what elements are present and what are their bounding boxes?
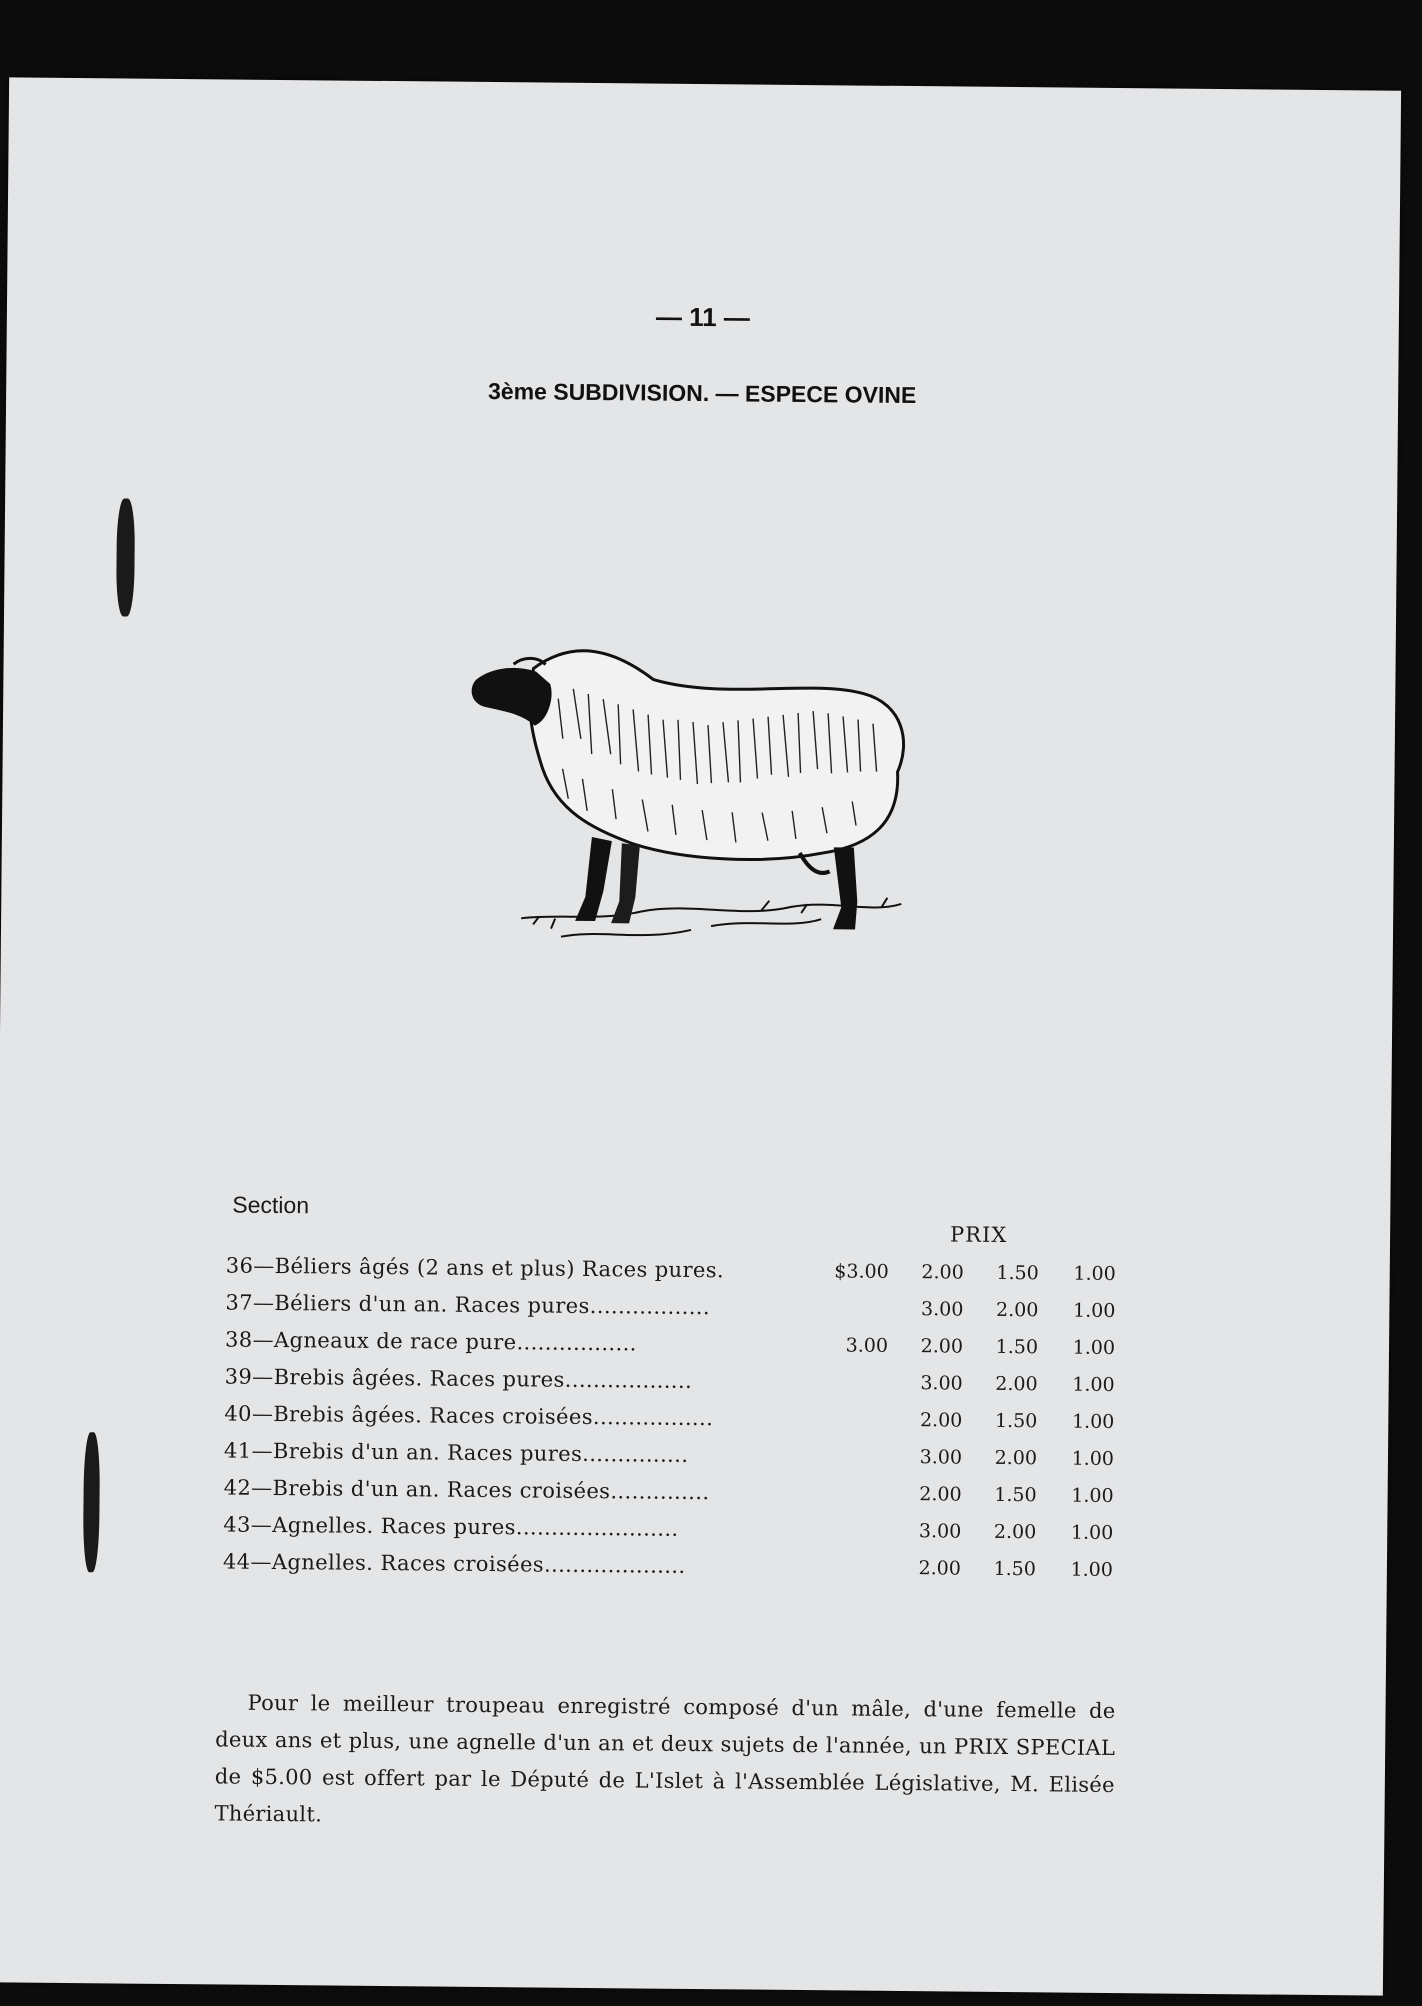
page-title: 3ème SUBDIVISION. — ESPECE OVINE: [487, 377, 917, 409]
row-prize-2: 2.00: [993, 1520, 1037, 1544]
row-description: 36—Béliers âgés (2 ans et plus) Races pures.: [225, 1253, 725, 1283]
row-description: 44—Agnelles. Races croisées....................: [222, 1549, 686, 1578]
row-first-prize: $3.00: [834, 1260, 889, 1283]
row-prize-1: 2.00: [919, 1483, 962, 1506]
row-prize-1: 3.00: [918, 1520, 962, 1543]
row-prize-3: 1.00: [1072, 1373, 1115, 1397]
row-first-prize: [827, 1438, 887, 1439]
row-description: 43—Agnelles. Races pures.......................: [223, 1512, 679, 1541]
row-description: 40—Brebis âgées. Races croisées.................: [224, 1401, 714, 1431]
row-prize-3: 1.00: [1071, 1447, 1115, 1471]
special-prize-note: Pour le meilleur troupeau enregistré composé d'un mâle, d'une femelle de deux ans et plus, une agnelle d'un an et deux sujets de l'année, un PRIX SPECIAL de $5.00 est offert par le Député de L'Islet à l'Assemblée Législative, M. Elisée Thériault.: [214, 1690, 1116, 1827]
row-prize-2: 1.50: [993, 1557, 1037, 1581]
row-first-prize: [828, 1364, 888, 1365]
prix-header: PRIX: [949, 1222, 1008, 1247]
document-page: [0, 77, 1401, 1995]
row-prize-3: 1.00: [1072, 1336, 1116, 1360]
row-prize-2: 2.00: [995, 1298, 1039, 1322]
row-prize-3: 1.00: [1072, 1299, 1116, 1323]
row-prize-3: 1.00: [1071, 1410, 1115, 1434]
row-first-prize: [826, 1512, 886, 1513]
row-first-prize: [827, 1475, 887, 1476]
page-number: — 11 —: [655, 301, 751, 333]
binding-hole-mark: [83, 1432, 100, 1572]
row-description: 42—Brebis d'un an. Races croisées..............: [223, 1475, 710, 1505]
row-prize-1: 2.00: [918, 1557, 962, 1580]
row-description: 39—Brebis âgées. Races pures..................: [224, 1364, 693, 1393]
row-first-prize: [829, 1290, 889, 1291]
row-prize-1: 3.00: [920, 1372, 963, 1395]
row-prize-2: 1.50: [994, 1483, 1037, 1507]
row-prize-1: 2.00: [920, 1335, 964, 1358]
row-prize-3: 1.00: [1071, 1484, 1114, 1508]
row-description: 38—Agneaux de race pure.................: [224, 1327, 637, 1356]
row-prize-2: 2.00: [995, 1372, 1038, 1396]
row-prize-2: 1.50: [995, 1335, 1039, 1359]
row-prize-2: 2.00: [994, 1446, 1038, 1470]
row-prize-3: 1.00: [1070, 1521, 1114, 1545]
row-prize-1: 2.00: [921, 1261, 964, 1284]
row-description: 41—Brebis d'un an. Races pures...............: [223, 1438, 689, 1467]
row-description: 37—Béliers d'un an. Races pures.................: [225, 1290, 711, 1320]
sheep-icon: [461, 628, 934, 976]
table-row: [223, 1543, 1123, 1589]
section-label: Section: [232, 1191, 310, 1219]
row-prize-1: 2.00: [919, 1409, 963, 1432]
row-first-prize: [826, 1549, 886, 1550]
row-prize-1: 3.00: [919, 1446, 963, 1469]
row-first-prize: [828, 1401, 888, 1402]
binding-hole-mark: [116, 498, 135, 616]
row-prize-1: 3.00: [920, 1298, 964, 1321]
row-first-prize: 3.00: [845, 1334, 889, 1357]
row-prize-3: 1.00: [1073, 1262, 1116, 1286]
row-prize-2: 1.50: [996, 1261, 1039, 1285]
row-prize-3: 1.00: [1070, 1558, 1114, 1582]
row-prize-2: 1.50: [994, 1409, 1038, 1433]
prize-table: [223, 1247, 1126, 1589]
